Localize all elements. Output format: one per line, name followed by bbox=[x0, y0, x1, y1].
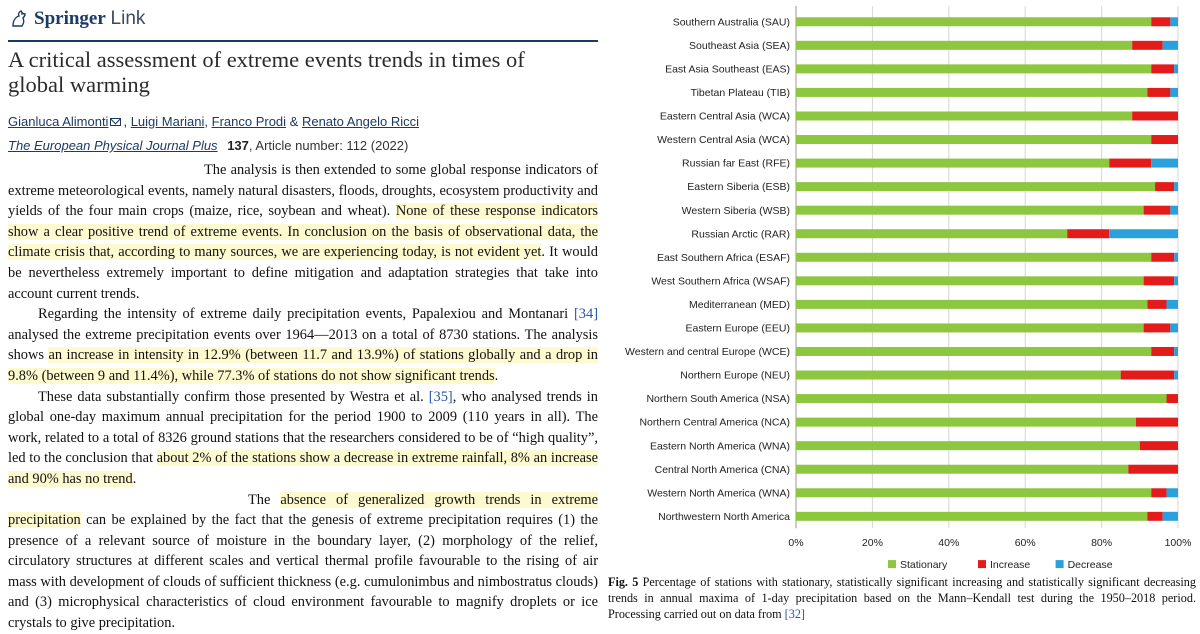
category-label: Northern Central America (NCA) bbox=[639, 416, 790, 429]
paragraph-2: Regarding the intensity of extreme daily precipitation events, Papalexiou and Montanari [34] analysed the extreme precipitation events over 1964—2013 on a total of 8730 stations. The analysis shows an increase in intensity in 12.9% (between 11.7 and 13.9%) of stations globally and a drop in 9.8% (between 9 and 11.4%), while 77.3% of stations do not show significant trends. bbox=[8, 306, 598, 384]
springer-horse-icon bbox=[8, 8, 30, 30]
category-label: Eastern Central Asia (WCA) bbox=[659, 110, 790, 123]
category-label: Western Central Asia (WCA) bbox=[657, 134, 790, 147]
bar-segment-decrease bbox=[1174, 182, 1178, 191]
highlight: absence of generalized growth trends in extreme precipitation bbox=[8, 491, 598, 529]
author-link-ricci[interactable]: Renato Angelo Ricci bbox=[301, 114, 420, 129]
category-label: Mediterranean (MED) bbox=[689, 298, 790, 311]
bar-segment-stationary bbox=[796, 135, 1151, 144]
category-label: Tibetan Plateau (TIB) bbox=[690, 87, 790, 100]
bar-segment-stationary bbox=[796, 394, 1167, 403]
bar-segment-decrease bbox=[1170, 88, 1178, 97]
bar-segment-stationary bbox=[796, 347, 1151, 356]
article-number: , Article number: 112 (2022) bbox=[248, 138, 409, 153]
figure-panel bbox=[604, 0, 1200, 626]
category-label: East Asia Southeast (EAS) bbox=[665, 63, 790, 76]
category-label: West Southern Africa (WSAF) bbox=[651, 275, 790, 288]
bar-segment-decrease bbox=[1174, 371, 1178, 380]
bar-segment-stationary bbox=[796, 253, 1151, 262]
category-label: Central North America (CNA) bbox=[654, 463, 790, 476]
bar-segment-decrease bbox=[1167, 488, 1178, 497]
bar-segment-decrease bbox=[1109, 229, 1178, 238]
bar-segment-increase bbox=[1140, 441, 1178, 450]
x-tick-label: 80% bbox=[1091, 537, 1113, 550]
bar-segment-decrease bbox=[1151, 159, 1178, 168]
bar-segment-increase bbox=[1144, 206, 1171, 215]
journal-link[interactable]: The European Physical Journal Plus bbox=[8, 138, 218, 153]
paragraph-4: The absence of generalized growth trends in extreme precipitation can be explained by the fact that the genesis of extreme precipitation requires (1) the presence of a relevant source of moisture in the boundary layer, (2) morphology of the relief, circulatory structures at different scales and vertical thermal profile favourable to the rising of air mass with development of clouds of sufficient thickness (e.g. cumulonimbus and nimbostratus clouds) and (3) microphysical characteristics of cloud environment favourable to magnify droplets or ice crystals to give precipitation. bbox=[8, 491, 598, 632]
bar-segment-increase bbox=[1151, 347, 1174, 356]
bar-segment-decrease bbox=[1170, 206, 1178, 215]
highlight: an increase in intensity in 12.9% (between 11.7 and 13.9%) of stations globally and a drop in 9.8% (between 9 and 11.4%), while 77.3% of stations do not show significant trends bbox=[8, 347, 598, 384]
bar-segment-stationary bbox=[796, 488, 1151, 497]
legend-swatch-stationary bbox=[888, 560, 896, 568]
category-label: Western North America (WNA) bbox=[647, 487, 790, 500]
category-label: Eastern Europe (EEU) bbox=[685, 322, 790, 335]
figure-caption: Fig. 5 Percentage of stations with stationary, statistically significant increasing and statistically significant decreasing trends in annual maxima of 1-day precipitation based on the Mann–Kendall test during the 1950–2018 period. Processing carried out on data from [32] bbox=[608, 575, 1196, 621]
legend-label: Stationary bbox=[900, 559, 948, 572]
bar-segment-stationary bbox=[796, 229, 1067, 238]
legend-swatch-increase bbox=[978, 560, 986, 568]
springer-logo[interactable] bbox=[8, 6, 145, 32]
bar-segment-stationary bbox=[796, 512, 1147, 521]
category-label: Russian far East (RFE) bbox=[682, 157, 790, 170]
highlight: None of these response indicators show a clear positive trend of extreme events. In conclusion on the basis of observational data, the climate crisis that, according to many sources, we are experiencing today, is not evident yet bbox=[8, 203, 598, 261]
author-link-mariani[interactable]: Luigi Mariani bbox=[130, 114, 205, 129]
bar-segment-decrease bbox=[1163, 512, 1178, 521]
bar-segment-decrease bbox=[1174, 276, 1178, 285]
bar-segment-decrease bbox=[1174, 253, 1178, 262]
paragraph-1: The analysis is then extended to some global response indicators of extreme meteorological events, namely natural disasters, floods, droughts, ecosystem productivity and yields of the four main crops (maize, rice, soybean and wheat). None of these response indicators show a clear positive trend of extreme events. In conclusion on the basis of observational data, the climate crisis that, according to many sources, we are experiencing today, is not evident yet. It would be nevertheless extremely important to define mitigation and adaptation strategies that take into account current trends. bbox=[8, 162, 598, 302]
bar-segment-increase bbox=[1155, 182, 1174, 191]
bar-segment-stationary bbox=[796, 300, 1147, 309]
category-label: Western Siberia (WSB) bbox=[681, 204, 790, 217]
category-label: Southern Australia (SAU) bbox=[672, 16, 790, 29]
header-divider bbox=[8, 40, 598, 42]
bar-segment-decrease bbox=[1167, 300, 1178, 309]
bar-segment-decrease bbox=[1174, 347, 1178, 356]
bar-segment-increase bbox=[1144, 276, 1175, 285]
bar-segment-increase bbox=[1147, 512, 1162, 521]
bar-segment-stationary bbox=[796, 276, 1144, 285]
category-label: Eastern Siberia (ESB) bbox=[687, 181, 790, 194]
category-label: Russian Arctic (RAR) bbox=[691, 228, 790, 241]
bar-segment-increase bbox=[1151, 64, 1174, 73]
bar-segment-stationary bbox=[796, 182, 1155, 191]
bar-segment-increase bbox=[1067, 229, 1109, 238]
brand-sub: Link bbox=[110, 8, 146, 29]
category-label: Southeast Asia (SEA) bbox=[689, 39, 790, 52]
reference-link[interactable]: [35] bbox=[428, 388, 453, 405]
bar-segment-decrease bbox=[1163, 41, 1178, 50]
email-icon[interactable] bbox=[110, 118, 121, 126]
bar-segment-stationary bbox=[796, 206, 1144, 215]
category-label: Northern South America (NSA) bbox=[646, 393, 790, 406]
bar-segment-stationary bbox=[796, 17, 1151, 26]
x-tick-label: 40% bbox=[938, 537, 960, 550]
category-label: East Southern Africa (ESAF) bbox=[656, 251, 790, 264]
paragraph-3: These data substantially confirm those presented by Westra et al. [35], who analysed trends in global one-day maximum annual precipitation for the period 1900 to 2009 (110 years in all). The work, related to a total of 8326 ground stations that the researchers considered to be of “high quality”, led to the conclusion that about 2% of the stations show a decrease in extreme rainfall, 8% an increase and 90% has no trend. bbox=[8, 388, 599, 487]
category-label: Western and central Europe (WCE) bbox=[625, 346, 790, 359]
bar-segment-increase bbox=[1121, 371, 1174, 380]
bar-segment-decrease bbox=[1170, 323, 1178, 332]
bar-segment-increase bbox=[1132, 41, 1163, 50]
bar-segment-increase bbox=[1132, 111, 1178, 120]
legend-swatch-decrease bbox=[1056, 560, 1064, 568]
bar-segment-increase bbox=[1151, 17, 1170, 26]
bar-segment-decrease bbox=[1170, 17, 1178, 26]
bar-segment-increase bbox=[1109, 159, 1151, 168]
category-label: Northwestern North America bbox=[658, 510, 790, 523]
category-label: Eastern North America (WNA) bbox=[649, 440, 790, 453]
bar-segment-increase bbox=[1144, 323, 1171, 332]
article-title: A critical assessment of extreme events trends in times of global warming bbox=[8, 47, 525, 97]
reference-link[interactable]: [32] bbox=[784, 607, 805, 621]
bar-segment-stationary bbox=[796, 41, 1132, 50]
legend-label: Decrease bbox=[1067, 559, 1113, 572]
figure-label: Fig. 5 bbox=[608, 575, 639, 589]
x-tick-label: 60% bbox=[1014, 537, 1036, 550]
bar-segment-increase bbox=[1147, 300, 1166, 309]
article-body bbox=[8, 160, 598, 634]
author-link-prodi[interactable]: Franco Prodi bbox=[211, 114, 287, 129]
journal-info bbox=[8, 138, 408, 153]
author-list: Gianluca Alimonti , Luigi Mariani, Franco Prodi & Renato Angelo Ricci bbox=[8, 114, 420, 129]
bar-segment-increase bbox=[1147, 88, 1170, 97]
bar-segment-stationary bbox=[796, 111, 1132, 120]
bar-segment-increase bbox=[1151, 488, 1166, 497]
stacked-bar-chart bbox=[604, 0, 1200, 572]
bar-segment-increase bbox=[1151, 135, 1178, 144]
brand-name: Springer bbox=[34, 8, 106, 29]
bar-segment-stationary bbox=[796, 441, 1140, 450]
journal-volume: 137 bbox=[227, 138, 249, 153]
bar-segment-increase bbox=[1128, 465, 1178, 474]
legend-label: Increase bbox=[990, 559, 1031, 572]
bar-segment-decrease bbox=[1174, 64, 1178, 73]
bar-segment-increase bbox=[1167, 394, 1178, 403]
bar-segment-stationary bbox=[796, 159, 1109, 168]
bar-segment-stationary bbox=[796, 64, 1151, 73]
reference-link[interactable]: [34] bbox=[574, 306, 598, 323]
author-link-alimonti[interactable]: Gianluca Alimonti bbox=[8, 114, 109, 129]
bar-segment-stationary bbox=[796, 323, 1144, 332]
bar-segment-increase bbox=[1151, 253, 1174, 262]
bar-segment-stationary bbox=[796, 371, 1121, 380]
bar-segment-stationary bbox=[796, 418, 1136, 427]
bar-segment-stationary bbox=[796, 465, 1128, 474]
highlight: about 2% of the stations show a decrease in extreme rainfall, 8% an increase and 90% has no trend bbox=[8, 450, 598, 487]
x-tick-label: 100% bbox=[1164, 537, 1192, 550]
category-label: Northern Europe (NEU) bbox=[680, 369, 790, 382]
x-tick-label: 20% bbox=[861, 537, 883, 550]
bar-segment-stationary bbox=[796, 88, 1147, 97]
x-tick-label: 0% bbox=[788, 537, 804, 550]
bar-segment-increase bbox=[1136, 418, 1178, 427]
